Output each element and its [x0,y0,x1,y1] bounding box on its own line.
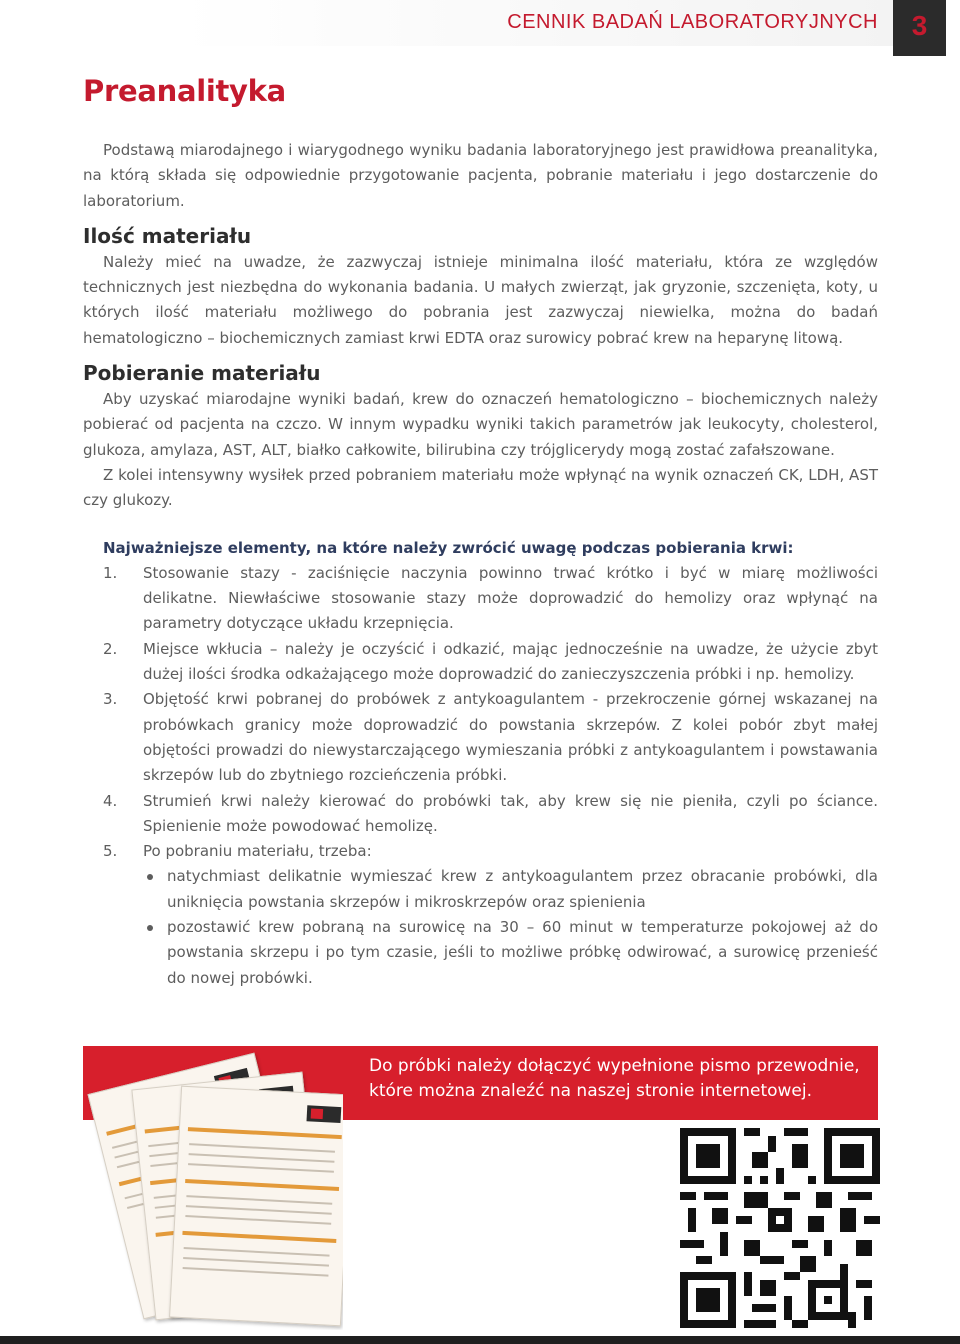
bullet-item: pozostawić krew pobraną na surowicę na 30 – 60 minut w temperaturze pokojowej aż do powstania skrzepu i po tym czasie, jeśli to możliwe próbkę odwirować, a surowicę przenieść do nowej probówki. [143,915,878,991]
important-list [83,561,878,991]
quantity-paragraph: Należy mieć na uwadze, że zazwyczaj istnieje minimalna ilość materiału, która ze względów technicznych jest niezbędna do wykonania badania. U małych zwierząt, jak gryzonie, szczenięta, koty, u których ilość materiału możliwego do pobrania jest zazwyczaj niewielka, można do badań hematologiczno – biochemicznych zamiast krwi EDTA oraz surowicy pobrać krew na heparynę litową. [83,252,878,347]
forms-image [83,1040,343,1330]
list-number: 2. [103,639,118,658]
list-item-text: Strumień krwi należy kierować do probówki tak, aby krew się nie pieniła, czyli po ściance. Spienienie może powodować hemolizę. [143,791,878,835]
quantity-heading: Ilość materiału [83,223,252,248]
collection-paragraph-2: Z kolei intensywny wysiłek przed pobraniem materiału może wpłynąć na wynik oznaczeń CK, LDH, AST czy glukozy. [83,465,878,510]
list-number: 4. [103,791,118,810]
list-item [83,839,878,991]
bullet-item: natychmiast delikatnie wymieszać krew z antykoagulantem przez obracanie probówki, dla uniknięcia powstania skrzepów i mikroskrzepów oraz spienienia [143,864,878,915]
list-item [83,561,878,637]
header-title: CENNIK BADAŃ LABORATORYJNYCH [507,11,878,33]
list-item-text: Miejsce wkłucia – należy je oczyścić i odkazić, mając jednocześnie na uwadze, że użycie zbyt dużej ilości środka odkażającego może doprowadzić do zanieczyszczenia próbki i np. hemolizy. [143,639,878,684]
collection-paragraph-1: Aby uzyskać miarodajne wyniki badań, krew do oznaczeń hematologiczno – biochemicznych należy pobierać od pacjenta na czczo. W innym wypadku wyniki takich parametrów jak leukocyty, cholesterol, glukoza, amylaza, AST, ALT, białko całkowite, bilirubina czy trójglicerydy mogą zostać zafałszowane. [83,390,878,459]
list-number: 3. [103,690,118,709]
intro-paragraph: Podstawą miarodajnego i wiarygodnego wyniku badania laboratoryjnego jest prawidłowa preanalityka, na którą składa się odpowiednie przygotowanie pacjenta, pobranie materiału i jego dostarczenie do laboratorium. [83,141,878,210]
important-list-heading: Najważniejsze elementy, na które należy zwrócić uwagę podczas pobierania krwi: [103,538,794,557]
spacer [83,514,878,536]
collection-heading: Pobieranie materiału [83,361,321,386]
list-number: 1. [103,563,118,582]
list-item-text: Stosowanie stazy - zaciśnięcie naczynia powinno trwać krótko i być w miarę możliwości delikatne. Niewłaściwe stosowanie stazy może doprowadzić do hemolizy oraz wpłynąć na parametry dotyczące układu krzepnięcia. [143,563,878,633]
qr-code-icon [680,1128,880,1328]
list-number: 5. [103,842,118,861]
page-title: Preanalityka [83,74,286,108]
bottom-rule [0,1336,960,1344]
list-item-text: Objętość krwi pobranej do probówek z antykoagulantem - przekroczenie górnej wskazanej na probówkach granicy może doprowadzić do powstania skrzepów. Z kolei pobór zbyt małej objętości prowadzi do niewystarczającego wymieszania próbki z antykoagulantem i powstawania skrzepów lub do zbytniego rozcieńczenia próbki. [143,690,878,785]
after-collection-bullets [143,864,878,990]
banner-text: Do próbki należy dołączyć wypełnione pismo przewodnie, które można znaleźć na naszej stronie internetowej. [369,1056,860,1101]
main-content [83,138,878,991]
page-number-box [893,0,946,56]
page-number: 3 [911,10,928,41]
list-item-text: Po pobraniu materiału, trzeba: [143,842,372,861]
list-item [83,789,878,840]
list-item [83,687,878,788]
form-sheet-icon [169,1086,343,1327]
list-item [83,637,878,688]
